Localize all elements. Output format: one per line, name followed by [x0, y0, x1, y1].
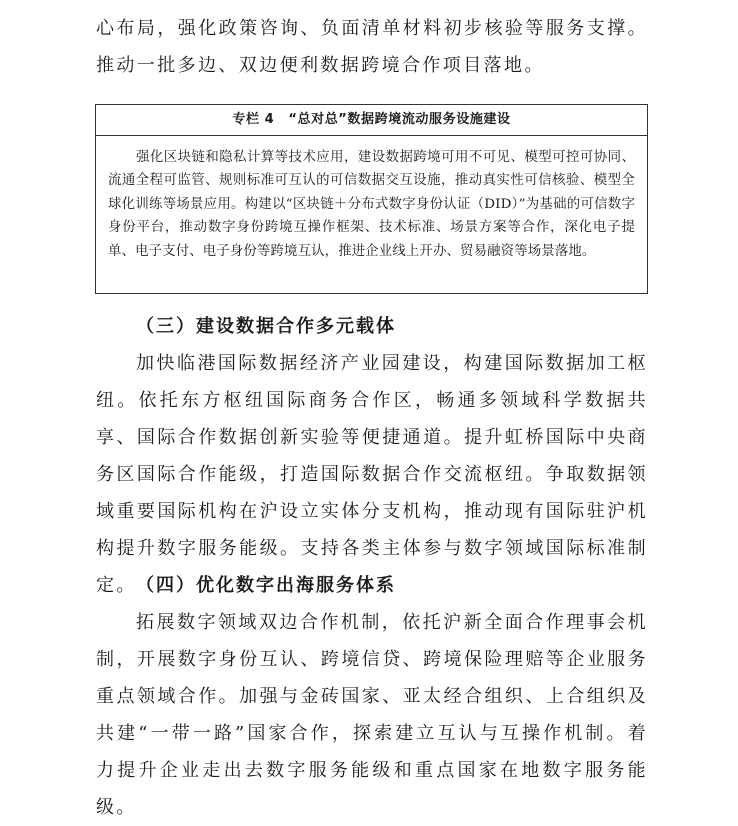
column-title: “总对总”数据跨境流动服务设施建设 — [288, 112, 511, 127]
section-4-paragraph: 拓展数字领域双边合作机制，依托沪新全面合作理事会机制，开展数字身份互认、跨境信贷、跨境保险理赔等企业服务重点领域合作。加强与金砖国家、亚太经合组织、上合组织及共建“一带一路”国家合作，探索建立互认与互操作机制。着力提升企业走出去数字服务能级和重点国家在地数字服务能级。 — [96, 612, 648, 818]
section-4-heading: （四）优化数字出海服务体系 — [136, 575, 396, 596]
column-title-bar — [96, 105, 647, 136]
section-3-paragraph: 加快临港国际数据经济产业园建设，构建国际数据加工枢纽。依托东方枢纽国际商务合作区，畅通多领域科学数据共享、国际合作数据创新实验等便捷通道。提升虹桥国际中央商务区国际合作能级，打造国际数据合作交流枢纽。争取数据领域重要国际机构在沪设立实体分支机构，推动现有国际驻沪机构提升数字服务能级。支持各类主体参与数字领域国际标准制定。 — [96, 353, 648, 596]
intro-paragraph: 心布局，强化政策咨询、负面清单材料初步核验等服务支撑。推动一批多边、双边便利数据跨境合作项目落地。 — [96, 18, 648, 76]
column-body: 强化区块链和隐私计算等技术应用，建设数据跨境可用不可见、模型可控可协同、流通全程可监管、规则标准可互认的可信数据交互设施，推动真实性可信核验、模型全球化训练等场景应用。构建以“区块链＋分布式数字身份认证（DID）”为基础的可信数字身份平台，推动数字身份跨境互操作框架、技术标准、场景方案等合作，深化电子提单、电子支付、电子身份等跨境互认，推进企业线上开办、贸易融资等场景落地。 — [108, 150, 635, 259]
column-box — [95, 104, 648, 294]
column-label: 专栏 4 — [232, 112, 275, 127]
section-3-heading: （三）建设数据合作多元载体 — [136, 316, 396, 337]
